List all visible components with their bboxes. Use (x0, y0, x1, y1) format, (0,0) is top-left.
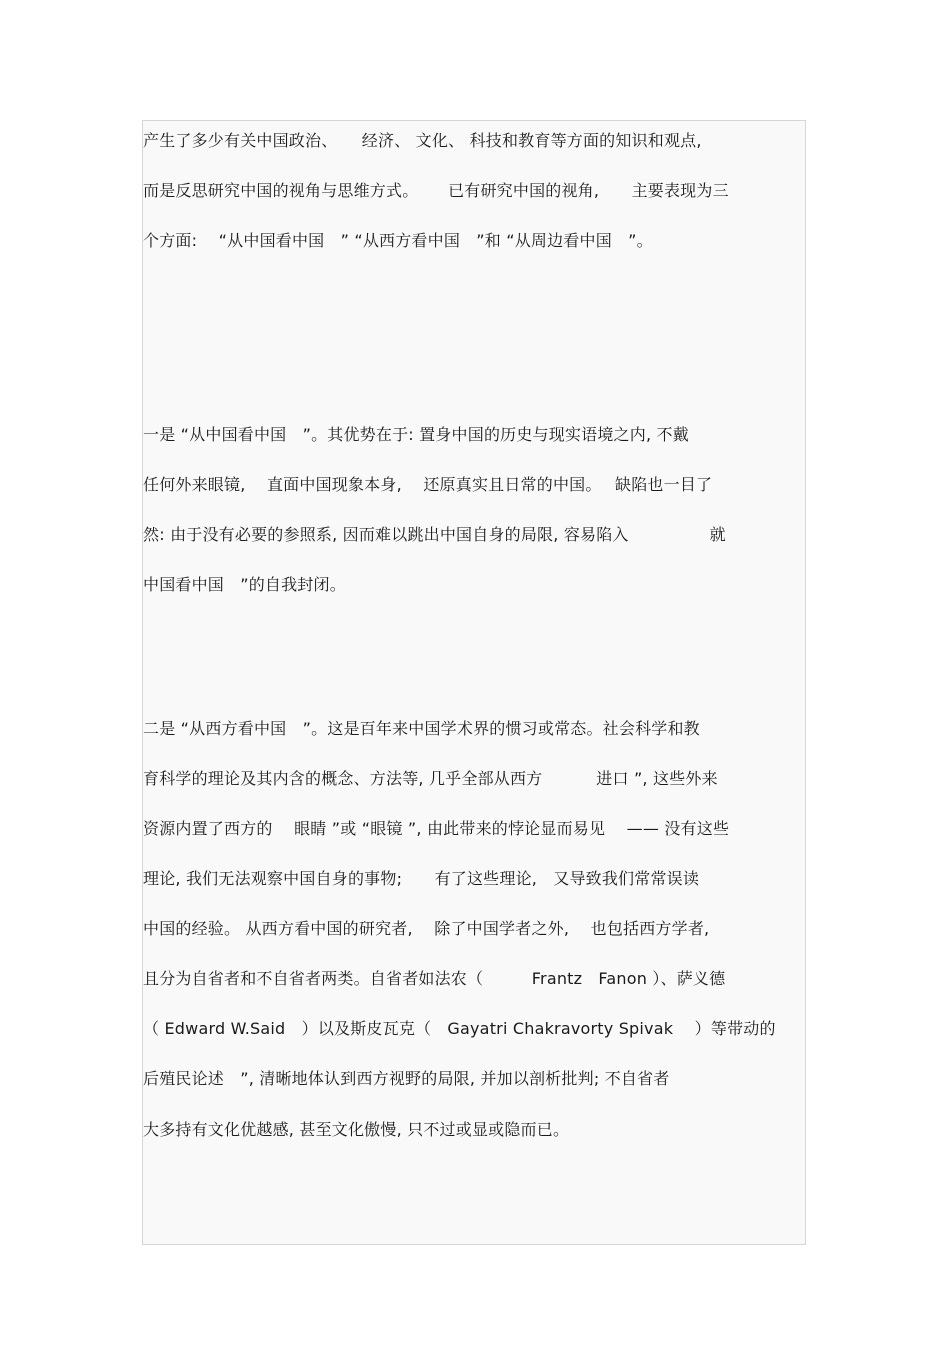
text-line: 然: 由于没有必要的参照系, 因而难以跳出中国自身的局限, 容易陷入 就 (143, 525, 726, 544)
text-line: 大多持有文化优越感, 甚至文化傲慢, 只不过或显或隐而已。 (143, 1120, 570, 1139)
text-line: 一是 “从中国看中国 ”。其优势在于: 置身中国的历史与现实语境之内, 不戴 (143, 425, 689, 444)
text-line: 资源内置了西方的 眼睛 ”或 “眼镜 ”, 由此带来的悖论显而易见 —— 没有这些 (143, 819, 730, 838)
text-line: （ Edward W.Said ）以及斯皮瓦克（ Gayatri Chakravorty Spivak ）等带动的 (143, 1019, 776, 1038)
text-line: 产生了多少有关中国政治、 经济、 文化、 科技和教育等方面的知识和观点, (143, 131, 702, 150)
text-line: 且分为自省者和不自省者两类。自省者如法农（ Frantz Fanon ）、萨义德 (143, 969, 726, 988)
text-line: 个方面: “从中国看中国 ” “从西方看中国 ”和 “从周边看中国 ”。 (143, 231, 653, 250)
text-line: 育科学的理论及其内含的概念、方法等, 几乎全部从西方 进口 ”, 这些外来 (143, 769, 718, 788)
text-line: 而是反思研究中国的视角与思维方式。 已有研究中国的视角, 主要表现为三 (143, 181, 729, 200)
text-line: 中国看中国 ”的自我封闭。 (143, 575, 346, 594)
text-line: 二是 “从西方看中国 ”。这是百年来中国学术界的惯习或常态。社会科学和教 (143, 719, 700, 738)
text-line: 后殖民论述 ”, 清晰地体认到西方视野的局限, 并加以剖析批判; 不自省者 (143, 1069, 670, 1088)
text-line: 中国的经验。 从西方看中国的研究者, 除了中国学者之外, 也包括西方学者, (143, 919, 710, 938)
text-line: 任何外来眼镜, 直面中国现象本身, 还原真实且日常的中国。 缺陷也一目了 (143, 475, 713, 494)
text-line: 理论, 我们无法观察中国自身的事物; 有了这些理论, 又导致我们常常误读 (143, 869, 700, 888)
